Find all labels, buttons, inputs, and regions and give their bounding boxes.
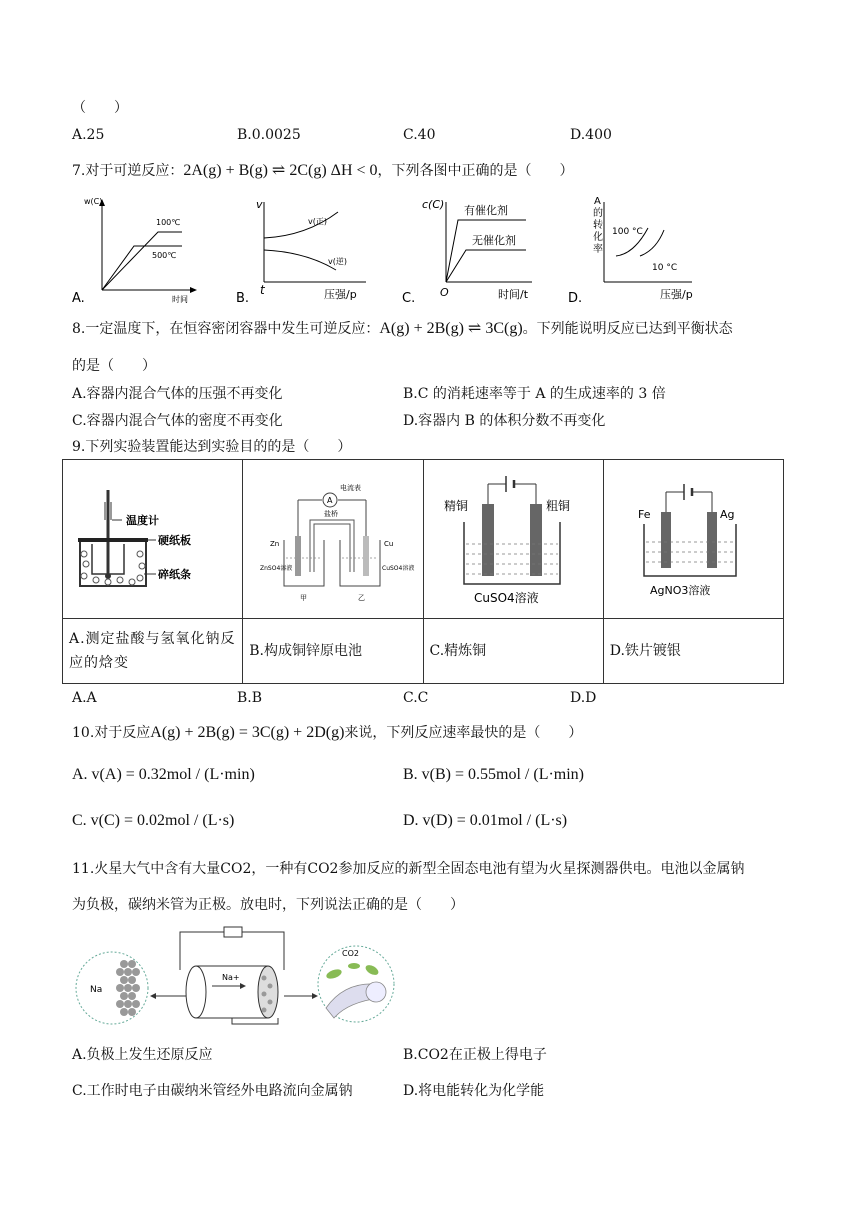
q11-ion-label: Na+ — [222, 973, 240, 982]
q7-b-ylabel: v — [256, 198, 263, 211]
q10-option-d[interactable]: D. v(D) = 0.01mol / (L·s) — [403, 812, 568, 829]
q8-stem-prefix: 8.一定温度下，在恒容密闭容器中发生可逆反应： — [72, 321, 380, 337]
q11-line1: 11.火星大气中含有大量CO2，一种有CO2参加反应的新型全固态电池有望为火星探测器供电。电池以金属钠 — [72, 861, 745, 877]
q7-graph-c[interactable] — [402, 194, 542, 306]
q9-a-thermometer: 温度计 — [125, 514, 159, 527]
copper-refining-figure — [428, 462, 598, 612]
q7-graph-a[interactable] — [72, 194, 202, 306]
q7-a-curve2: 500℃ — [152, 251, 177, 260]
q10-equation: A(g) + 2B(g) = 3C(g) + 2D(g) — [150, 724, 345, 741]
q9-d-solution: AgNO3溶液 — [650, 584, 711, 597]
q9-caption-d: D.铁片镀银 — [603, 619, 783, 684]
q9-option-a[interactable]: A.A — [72, 690, 97, 706]
q7-a-curve1: 100℃ — [156, 218, 181, 227]
q7-c-xlabel: 时间/t — [498, 288, 529, 301]
silver-plating-figure — [608, 462, 778, 612]
q7-c-curve2: 无催化剂 — [472, 234, 516, 247]
q9-b-left-cell: 甲 — [299, 594, 307, 602]
q9-fig-c-cell — [423, 460, 603, 619]
q11-option-b[interactable]: B.CO2在正极上得电子 — [403, 1047, 547, 1063]
q8-stem-suffix: 。下列能说明反应已达到平衡状态 — [522, 321, 733, 337]
q9-fig-b-cell — [243, 460, 423, 619]
q11-line2: 为负极，碳纳米管为正极。放电时，下列说法正确的是（ ） — [72, 897, 464, 913]
svg-text:率: 率 — [593, 244, 603, 255]
q7-a-xlabel: 时间 — [172, 295, 188, 304]
q11-option-a[interactable]: A.负极上发生还原反应 — [72, 1047, 213, 1063]
q7-d-ylabel — [593, 196, 603, 255]
q7-d-option: D. — [568, 291, 583, 306]
q7-d-xlabel: 压强/p — [660, 288, 693, 301]
q9-caption-a: A.测定盐酸与氢氧化钠反应的焓变 — [63, 619, 243, 684]
q8-stem-line2: 的是（ ） — [72, 358, 156, 374]
q9-a-board: 硬纸板 — [157, 534, 191, 547]
q10-stem-suffix: 来说，下列反应速率最快的是（ ） — [344, 725, 583, 741]
q9-a-paper: 碎纸条 — [157, 568, 191, 581]
q7-graph-d[interactable] — [568, 194, 700, 306]
q11-battery-figure — [72, 922, 402, 1034]
q6-option-c[interactable]: C.40 — [403, 127, 436, 143]
q9-b-bridge: 盐桥 — [323, 510, 338, 518]
q10-stem — [72, 722, 582, 742]
q6-bracket: （ ） — [72, 100, 128, 116]
svg-text:A: A — [594, 196, 601, 207]
q9-b-cu: Cu — [383, 540, 394, 548]
galvanic-cell-figure — [248, 462, 418, 612]
q7-c-origin: O — [440, 286, 449, 299]
q7-a-option: A. — [72, 291, 85, 306]
q9-d-right: Ag — [720, 508, 735, 521]
q9-c-solution: CuSO4溶液 — [474, 591, 539, 605]
q10-option-a[interactable]: A. v(A) = 0.32mol / (L·min) — [72, 766, 255, 783]
q9-caption-b: B.构成铜锌原电池 — [243, 619, 423, 684]
svg-text:的: 的 — [593, 208, 603, 219]
calorimeter-figure — [68, 462, 238, 612]
q11-co2-label: CO2 — [342, 949, 359, 958]
q8-option-a[interactable]: A.容器内混合气体的压强不再变化 — [72, 386, 283, 402]
q10-option-b[interactable]: B. v(B) = 0.55mol / (L·min) — [403, 766, 585, 783]
q9-fig-d-cell — [603, 460, 783, 619]
q9-option-b[interactable]: B.B — [237, 690, 263, 706]
q7-equation: 2A(g) + B(g) ⇌ 2C(g) ΔH < 0 — [183, 162, 378, 179]
svg-text:转: 转 — [593, 220, 603, 231]
q7-b-option: B. — [236, 291, 250, 306]
q7-c-ylabel: c(C) — [422, 198, 445, 211]
q8-option-b[interactable]: B.C 的消耗速率等于 A 的生成速率的 3 倍 — [403, 386, 666, 402]
q9-b-left-sol: ZnSO4溶液 — [259, 565, 293, 572]
q11-na-label: Na — [90, 985, 103, 995]
svg-text:化: 化 — [593, 232, 603, 243]
q7-stem-prefix: 7.对于可逆反应： — [72, 163, 184, 179]
q9-caption-c: C.精炼铜 — [423, 619, 603, 684]
q8-stem — [72, 318, 733, 338]
q11-option-d[interactable]: D.将电能转化为化学能 — [403, 1083, 545, 1099]
q6-option-b[interactable]: B.0.0025 — [237, 127, 301, 143]
q7-stem-suffix: ，下列各图中正确的是（ ） — [377, 163, 574, 179]
q9-stem: 9.下列实验装置能达到实验目的的是（ ） — [72, 439, 352, 455]
q7-a-ylabel: w(C) — [84, 197, 103, 206]
q9-c-left: 精铜 — [444, 499, 469, 513]
q11-option-c[interactable]: C.工作时电子由碳纳米管经外电路流向金属钠 — [72, 1083, 353, 1099]
q7-stem — [72, 160, 574, 180]
q7-d-curve2: 10 °C — [652, 263, 678, 273]
q9-table — [62, 459, 784, 684]
q8-option-c[interactable]: C.容器内混合气体的密度不再变化 — [72, 413, 283, 429]
q8-equation: A(g) + 2B(g) ⇌ 3C(g) — [379, 320, 523, 337]
q9-b-right-cell: 乙 — [357, 594, 365, 602]
q7-b-curve-rev: v(逆) — [328, 257, 347, 266]
q10-stem-prefix: 10.对于反应 — [72, 725, 151, 741]
q6-option-a[interactable]: A.25 — [72, 127, 105, 143]
q9-option-d[interactable]: D.D — [570, 690, 597, 706]
q9-b-zn: Zn — [269, 540, 280, 548]
q7-c-option: C. — [402, 291, 416, 306]
q7-c-curve1: 有催化剂 — [464, 204, 508, 217]
q7-graph-b[interactable] — [236, 194, 376, 306]
q9-b-meter: A — [326, 496, 333, 505]
q10-option-c[interactable]: C. v(C) = 0.02mol / (L·s) — [72, 812, 235, 829]
q6-option-d[interactable]: D.400 — [570, 127, 612, 143]
q7-b-curve-fwd: v(正) — [308, 217, 327, 226]
q9-c-right: 粗铜 — [546, 499, 571, 513]
q7-d-curve1: 100 °C — [612, 227, 643, 237]
q9-option-c[interactable]: C.C — [403, 690, 429, 706]
q7-b-origin: t — [260, 283, 265, 297]
q9-d-left: Fe — [638, 508, 651, 521]
q7-b-xlabel: 压强/p — [324, 288, 357, 301]
q9-fig-a-cell — [63, 460, 243, 619]
q9-b-ammeter: 电流表 — [339, 484, 361, 492]
q9-b-right-sol: CuSO4溶液 — [381, 565, 415, 572]
q8-option-d[interactable]: D.容器内 B 的体积分数不再变化 — [403, 413, 606, 429]
